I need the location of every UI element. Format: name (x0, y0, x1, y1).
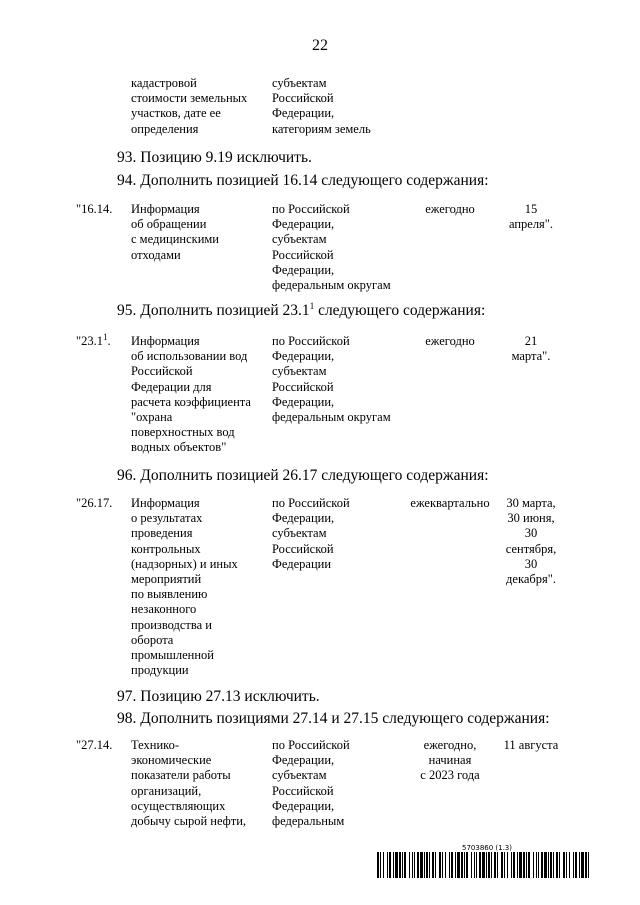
col-description: Информация об использовании вод Российской Федерации для расчета коэффициента "охрана поверхностных вод водных объектов" (131, 334, 251, 455)
entry-number: "26.17. (76, 496, 113, 510)
col-breakdown: по Российской Федерации, субъектам Российской Федерации, федеральным округам (272, 202, 391, 293)
col-breakdown: по Российской Федерации, субъектам Российской Федерации (272, 496, 350, 571)
col-frequency: ежеквартально (410, 496, 490, 510)
col-frequency: ежегодно (425, 202, 475, 216)
entry-number: "23.1$^1$. (76, 331, 111, 348)
page-number: 22 (312, 37, 328, 54)
paragraph-94: 94. Дополнить позицией 16.14 следующего содержания: (117, 172, 489, 189)
col-deadline: 30 марта, 30 июня, 30 сентября, 30 декабря". (505, 496, 557, 587)
col-breakdown: по Российской Федерации, субъектам Российской Федерации, федеральным округам (272, 334, 391, 425)
col-description: Информация об обращении с медицинскими отходами (131, 202, 219, 262)
paragraph-97: 97. Позицию 27.13 исключить. (117, 688, 320, 705)
col-description: кадастровой стоимости земельных участков, дате ее определения (131, 76, 248, 136)
paragraph-93: 93. Позицию 9.19 исключить. (117, 149, 312, 166)
barcode (377, 852, 589, 878)
paragraph-98: 98. Дополнить позициями 27.14 и 27.15 следующего содержания: (117, 710, 550, 727)
paragraph-95: 95. Дополнить позицией 23.1$^1$ следующего содержания: (117, 300, 486, 319)
col-description: Технико- экономические показатели работы организаций, осуществляющих добычу сырой нефти, (131, 738, 247, 829)
col-frequency: ежегодно (425, 334, 475, 348)
paragraph-96: 96. Дополнить позицией 26.17 следующего содержания: (117, 467, 489, 484)
col-deadline: 15 апреля". (508, 202, 554, 232)
col-breakdown: по Российской Федерации, субъектам Российской Федерации, федеральным (272, 738, 350, 829)
col-breakdown: субъектам Российской Федерации, категориям земель (272, 76, 371, 136)
col-description: Информация о результатах проведения контрольных (надзорных) и иных мероприятий по выявлению незаконного производства и оборота промышленной продукции (131, 496, 238, 678)
barcode-label: 5703860 (1.3) (462, 844, 512, 852)
col-deadline: 21 марта". (511, 334, 551, 364)
col-deadline: 11 августа (503, 738, 559, 752)
entry-number: "16.14. (76, 202, 113, 216)
col-frequency: ежегодно, начиная с 2023 года (420, 738, 480, 783)
entry-number: "27.14. (76, 738, 113, 752)
